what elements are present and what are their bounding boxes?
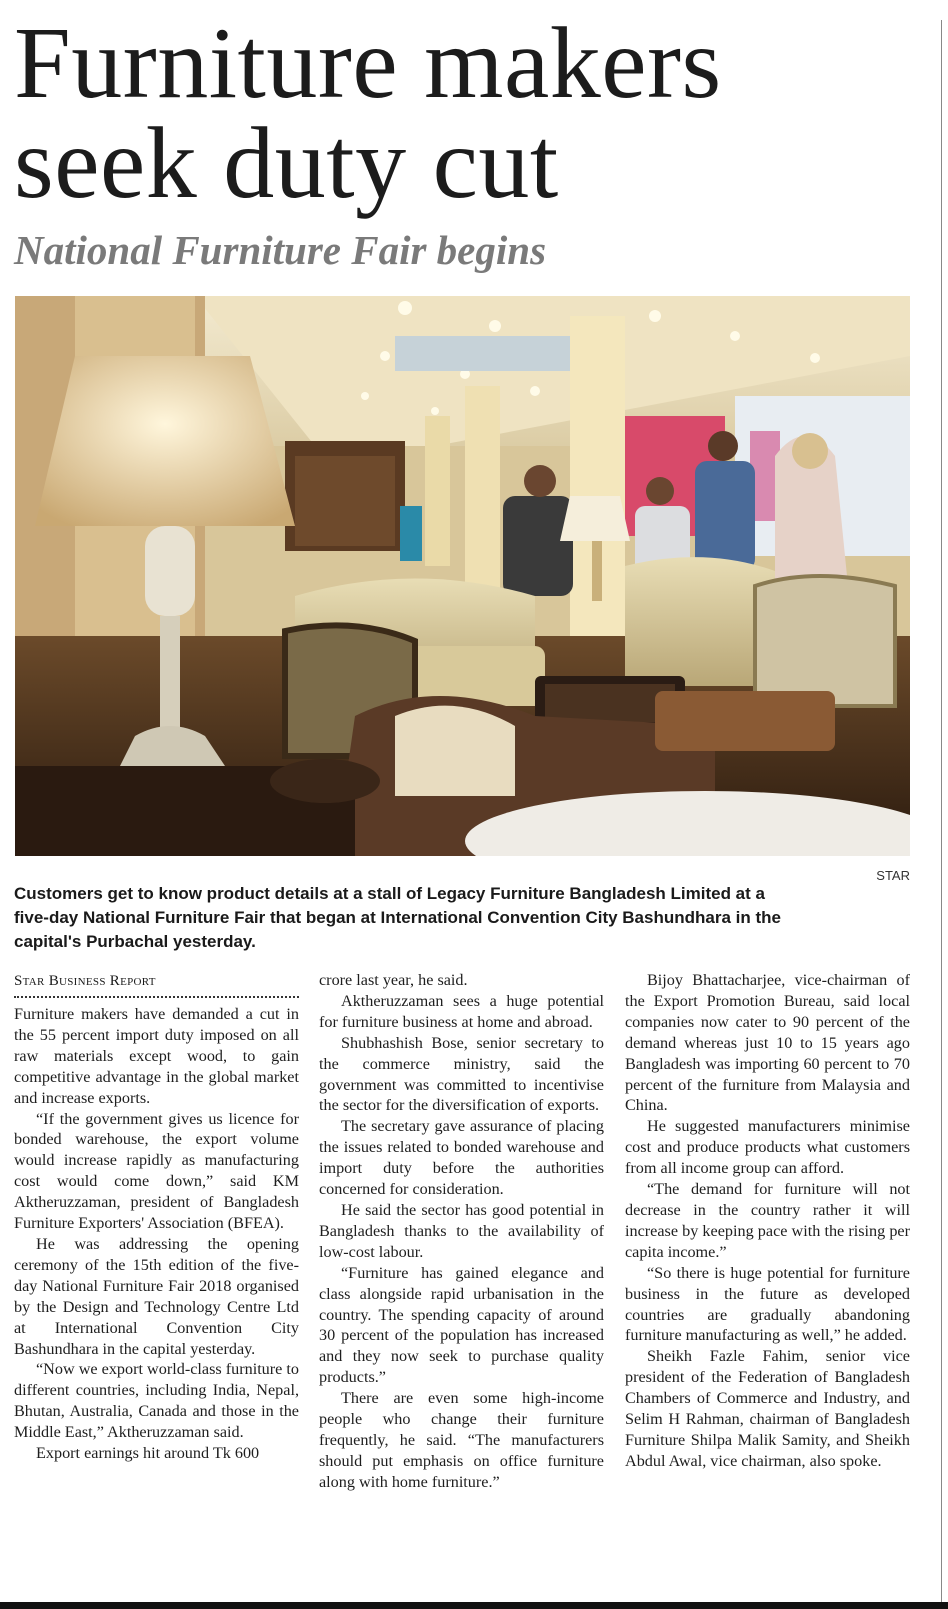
subheadline: National Furniture Fair begins: [14, 227, 547, 273]
byline: Star Business Report: [14, 973, 156, 989]
article-column-3: [625, 970, 910, 1600]
paragraph: The secretary gave assurance of placing the issues related to bonded warehouse and import duty before the authorities concerned for consideration.: [319, 1117, 604, 1199]
headline: Furniture makers seek duty cut: [14, 7, 722, 220]
paragraph: Bijoy Bhattacharjee, vice-chairman of the Export Promotion Bureau, said local companies now cater to 90 percent of the demand whereas just 10 to 15 years ago Bangladesh was importing 60 percent to 70 percent of the furniture from Malaysia and China.: [625, 971, 910, 1115]
article-photo: [15, 296, 910, 856]
paragraph: Aktheruzzaman sees a huge potential for furniture business at home and abroad.: [319, 991, 604, 1031]
paragraph: “Furniture has gained elegance and class alongside rapid urbanisation in the country. The spending capacity of around 30 percent of the population has increased and they now seek to purchase quality products.”: [319, 1263, 604, 1387]
paragraph: “If the government gives us licence for bonded warehouse, the export volume would increase rapidly as manufacturing cost would come down,” said KM Aktheruzzaman, president of Bangladesh Furniture Exporters' Association (BFEA).: [14, 1109, 299, 1233]
paragraph: crore last year, he said.: [319, 971, 468, 989]
paragraph: Furniture makers have demanded a cut in the 55 percent import duty imposed on all raw materials except wood, to gain competitive advantage in the global market and increase exports.: [14, 1005, 299, 1107]
article-column-2: [319, 970, 604, 1600]
page-edge-rule: [941, 20, 942, 1609]
photo-credit: STAR: [876, 868, 910, 883]
page-bottom-bar: [0, 1602, 948, 1609]
paragraph: There are even some high-income people who change their furniture frequently, he said. “The manufacturers should put emphasis on office furniture along with home furniture.”: [319, 1389, 604, 1491]
paragraph: Export earnings hit around Tk 600: [36, 1444, 260, 1463]
paragraph: Sheikh Fazle Fahim, senior vice president of the Federation of Bangladesh Chambers of Commerce and Industry, and Selim H Rahman, chairman of Bangladesh Furniture Shilpa Malik Samity, and Sheikh Abdul Awal, vice chairman, also spoke.: [625, 1347, 910, 1470]
byline-divider: [14, 996, 299, 998]
paragraph: He suggested manufacturers minimise cost and produce products what customers from all income group can afford.: [625, 1117, 910, 1178]
photo-caption: Customers get to know product details at a stall of Legacy Furniture Bangladesh Limited at a five-day National Furniture Fair that began at International Convention City Bashundhara in the capital's Purbachal yesterday.: [14, 884, 781, 951]
paragraph: He was addressing the opening ceremony of the 15th edition of the five-day National Furniture Fair 2018 organised by the Design and Technology Centre Ltd at International Convention City Bashundhara in the capital yesterday.: [14, 1234, 299, 1358]
paragraph: “The demand for furniture will not decrease in the country rather it will increase by keeping pace with the rising per capita income.”: [625, 1180, 910, 1261]
paragraph: “Now we export world-class furniture to different countries, including India, Nepal, Bhutan, Australia, Canada and those in the Middle East,” Aktheruzzaman said.: [14, 1360, 299, 1442]
furniture-fair-photo: [15, 296, 910, 856]
paragraph: He said the sector has good potential in Bangladesh thanks to the availability of low-cost labour.: [319, 1200, 604, 1261]
article-column-1: [14, 970, 299, 1600]
paragraph: Shubhashish Bose, senior secretary to the commerce ministry, said the government was committed to incentivise the sector for the diversification of exports.: [319, 1033, 604, 1115]
paragraph: “So there is huge potential for furniture business in the future as developed countries are gradually abandoning furniture manufacturing as well,” he added.: [625, 1263, 910, 1345]
